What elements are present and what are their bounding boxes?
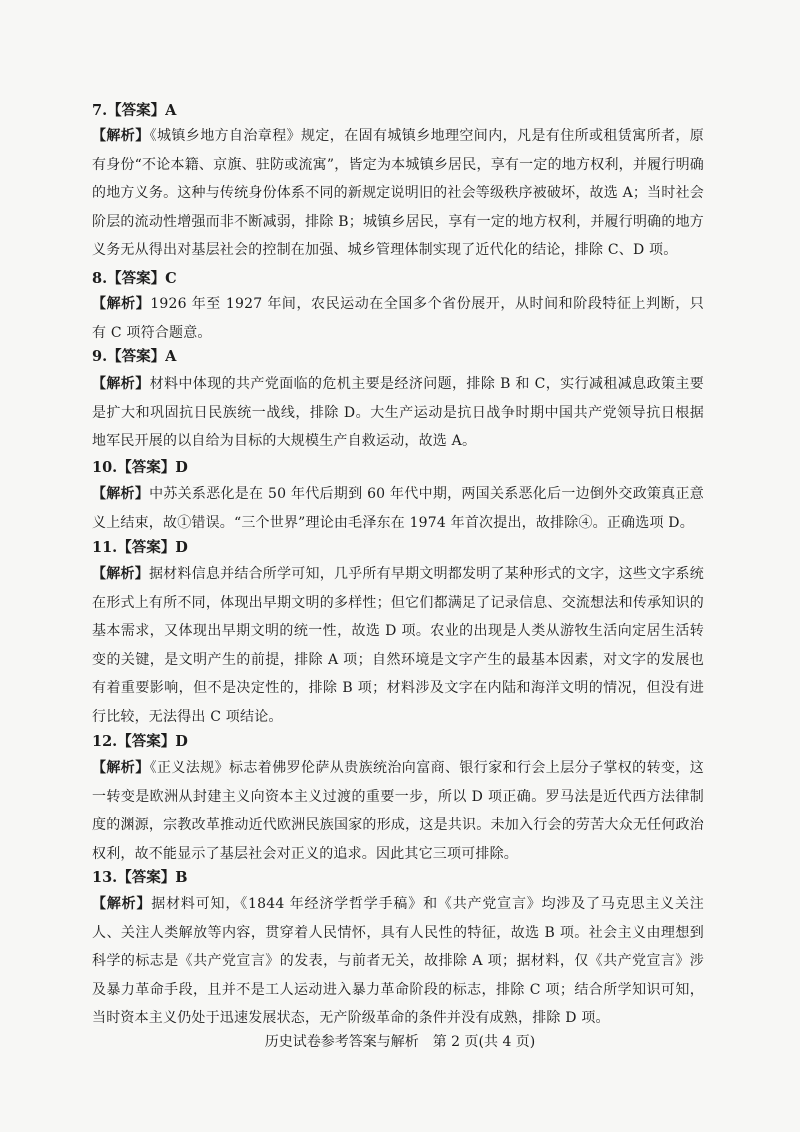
q10-analysis — [92, 480, 704, 538]
analysis-tag: 【解析】 — [92, 760, 150, 776]
q12-answer: 12.【答案】D — [92, 733, 188, 750]
analysis-tag: 【解析】 — [92, 128, 150, 144]
page-footer: 历史试卷参考答案与解析 第 2 页(共 4 页) — [264, 1034, 536, 1050]
q7-analysis — [92, 122, 704, 267]
q13-analysis — [92, 890, 704, 1035]
analysis-text: 中苏关系恶化是在 50 年代后期到 60 年代中期，两国关系恶化后一边倒外交政策真正意义上结束，故①错误。“三个世界”理论由毛泽东在 1974 年首次提出，故排除④。正确选项 D。 — [92, 486, 704, 531]
q9-analysis — [92, 370, 704, 458]
q11-analysis — [92, 560, 704, 734]
analysis-text: 《正义法规》标志着佛罗伦萨从贵族统治向富商、银行家和行会上层分子掌权的转变，这一转变是欧洲从封建主义向资本主义过渡的重要一步，所以 D 项正确。罗马法是近代西方法律制度的渊源，宗教改革推动近代欧洲民族国家的形成，这是共识。未加入行会的劳苦大众无任何政治权利，故不能显示了基层社会对正义的追求。因此其它三项可排除。 — [92, 760, 704, 862]
analysis-text: 据材料可知，《1844 年经济学哲学手稿》和《共产党宣言》均涉及了马克思主义关注人、关注人类解放等内容，贯穿着人民情怀，具有人民性的特征，故选 B 项。社会主义由理想到科学的标志是《共产党宣言》的发表，与前者无关，故排除 A 项；据材料，仅《共产党宣言》涉及暴力革命手段，且并不是工人运动进入暴力革命阶段的标志，排除 C 项；结合所学知识可知，当时资本主义仍处于迅速发展状态，无产阶级革命的条件并没有成熟，排除 D 项。 — [92, 896, 704, 1027]
analysis-tag: 【解析】 — [92, 566, 149, 582]
q13-answer: 13.【答案】B — [92, 869, 188, 886]
q7-answer: 7.【答案】A — [92, 102, 177, 119]
analysis-tag: 【解析】 — [92, 376, 150, 392]
analysis-text: 《城镇乡地方自治章程》规定，在固有城镇乡地理空间内，凡是有住所或租赁寓所者，原有身份“不论本籍、京旗、驻防或流寓”，皆定为本城镇乡居民，享有一定的地方权利，并履行明确的地方义务。这种与传统身份体系不同的新规定说明旧的社会等级秩序被破坏，故选 A；当时社会阶层的流动性增强而非不断减弱，排除 B；城镇乡居民，享有一定的地方权利，并履行明确的地方义务无从得出对基层社会的控制在加强、城乡管理体制实现了近代化的结论，排除 C、D 项。 — [92, 128, 704, 259]
q10-answer: 10.【答案】D — [92, 459, 188, 476]
analysis-tag: 【解析】 — [92, 296, 151, 312]
q8-analysis — [92, 290, 704, 348]
analysis-text: 材料中体现的共产党面临的危机主要是经济问题，排除 B 和 C，实行减租减息政策主要是扩大和巩固抗日民族统一战线，排除 D。大生产运动是抗日战争时期中国共产党领导抗日根据地军民开展的以自给为目标的大规模生产自救运动，故选 A。 — [92, 376, 704, 450]
q8-answer: 8.【答案】C — [92, 270, 177, 287]
q12-analysis — [92, 754, 704, 870]
analysis-tag: 【解析】 — [92, 896, 152, 912]
analysis-tag: 【解析】 — [92, 486, 150, 502]
analysis-text: 据材料信息并结合所学可知，几乎所有早期文明都发明了某种形式的文字，这些文字系统在形式上有所不同，体现出早期文明的多样性；但它们都满足了记录信息、交流想法和传承知识的基本需求，又体现出早期文明的统一性，故选 D 项。农业的出现是人类从游牧生活向定居生活转变的关键，是文明产生的前提，排除 A 项；自然环境是文字产生的最基本因素，对文字的发展也有着重要影响，但不是决定性的，排除 B 项；材料涉及文字在内陆和海洋文明的情况，但没有进行比较，无法得出 C 项结论。 — [92, 566, 704, 725]
q11-answer: 11.【答案】D — [92, 539, 188, 556]
q9-answer: 9.【答案】A — [92, 348, 177, 365]
analysis-text: 1926 年至 1927 年间，农民运动在全国多个省份展开，从时间和阶段特征上判断，只有 C 项符合题意。 — [92, 296, 704, 341]
